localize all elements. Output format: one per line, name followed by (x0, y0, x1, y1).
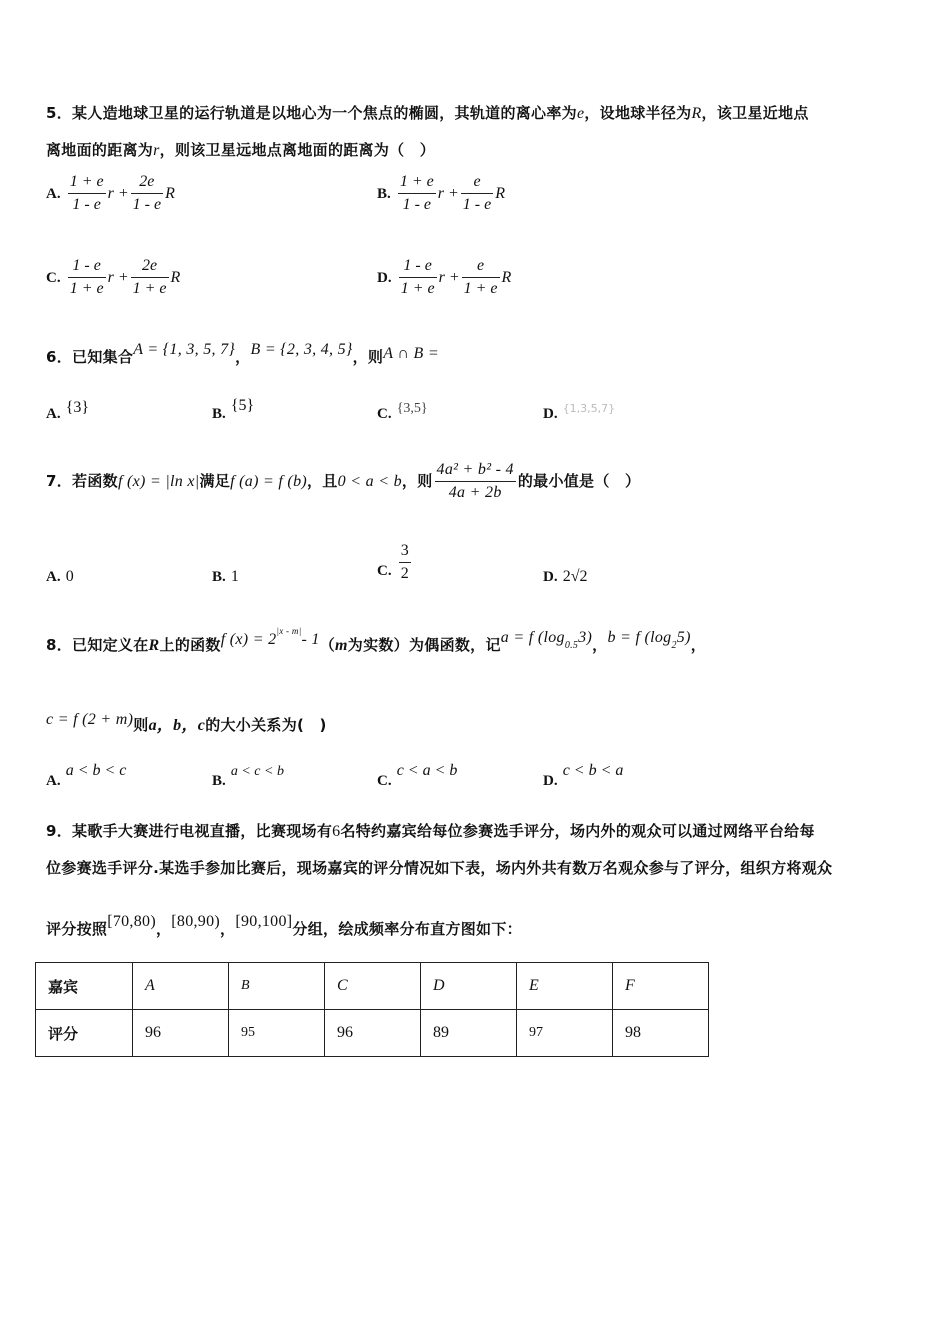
q9-line1: 9．某歌手大赛进行电视直播，比赛现场有6名特约嘉宾给每位参赛选手评分，场内外的观众可以通过网络平台给每 (46, 822, 815, 840)
q9-line2: 位参赛选手评分.某选手参加比赛后，现场嘉宾的评分情况如下表，场内外共有数万名观众参与了评分，组织方将观众 (46, 859, 833, 877)
table-cell: 96 (133, 1010, 229, 1057)
table-cell: 97 (517, 1010, 613, 1057)
table-cell: 98 (613, 1010, 709, 1057)
table-row-scores (36, 1010, 709, 1057)
table-row-guests (36, 963, 709, 1010)
q8-stem-line2: c = f (2 + m)则a，b，c的大小关系为( ) (46, 711, 327, 734)
q7-option-a[interactable]: A. 0 (46, 568, 74, 585)
table-cell: C (325, 963, 421, 1010)
q5-line2: 离地面的距离为r，则该卫星远地点离地面的距离为（ ） (46, 141, 436, 159)
q7-option-c[interactable]: C. $\frac{3}{2}$ (377, 542, 409, 582)
q8-option-a[interactable]: A. a < b < c (46, 762, 127, 789)
q7-stem: 7．若函数f (x) = |ln x|满足f (a) = f (b)，且0 < a < b，则 $\frac{\text{4a² + b² - 4}}{4a + 2b}$ 的最小值是（ ） (46, 461, 641, 501)
q8-option-c[interactable]: C. c < a < b (377, 762, 458, 789)
table-cell: F (613, 963, 709, 1010)
q6-option-a[interactable]: A. {3} (46, 399, 90, 422)
table-header-cell: 嘉宾 (36, 963, 133, 1010)
q5-option-c[interactable]: C. $\frac{1 - e}{1 + e}$ r + $\frac{2e}{1 + e}$ R (46, 257, 181, 297)
q8-option-b[interactable]: B. a < c < b (212, 764, 284, 789)
q5-option-b[interactable]: B. $\frac{1 + e}{1 - e}$ r + $\frac{e}{1 - e}$ R (377, 173, 506, 213)
table-cell: E (517, 963, 613, 1010)
q5-line1: 5．某人造地球卫星的运行轨道是以地心为一个焦点的椭圆，其轨道的离心率为e，设地球半径为R，该卫星近地点 (46, 104, 809, 122)
table-cell: B (229, 963, 325, 1010)
q6-stem: 6．已知集合A = {1, 3, 5, 7}，B = {2, 3, 4, 5}，则A ∩ B = (46, 341, 439, 366)
q7-option-d[interactable]: D. 2√2 (543, 568, 588, 585)
q9-line3: 评分按照[70,80)，[80,90)，[90,100]分组，绘成频率分布直方图如下： (46, 913, 522, 938)
table-cell: A (133, 963, 229, 1010)
q8-option-d[interactable]: D. c < b < a (543, 762, 624, 789)
q6-option-b[interactable]: B. {5} (212, 397, 255, 422)
q5-option-d[interactable]: D. $\frac{1 - e}{1 + e}$ r + $\frac{e}{1 + e}$ R (377, 257, 512, 297)
table-cell: 89 (421, 1010, 517, 1057)
table-cell: 95 (229, 1010, 325, 1057)
q6-option-d[interactable]: D. $^{\{1,3,5,7\}}$ (543, 402, 616, 422)
table-header-cell: 评分 (36, 1010, 133, 1057)
table-cell: 96 (325, 1010, 421, 1057)
q8-stem-line1: 8．已知定义在R上的函数f $(x) = 2^{|x - m|}-$ 1（m为实数）为偶函数，记a = f $(\log_{0.5}3)$，b = f $(\log_25)$， (46, 626, 707, 654)
q7-option-b[interactable]: B. 1 (212, 568, 239, 585)
q6-option-c[interactable]: C. {3,5} (377, 401, 428, 422)
table-cell: D (421, 963, 517, 1010)
score-table (35, 962, 709, 1057)
q5-option-a[interactable]: A. $\frac{1 + e}{1 - e}$ r + $\frac{2e}{1 - e}$ R (46, 173, 175, 213)
